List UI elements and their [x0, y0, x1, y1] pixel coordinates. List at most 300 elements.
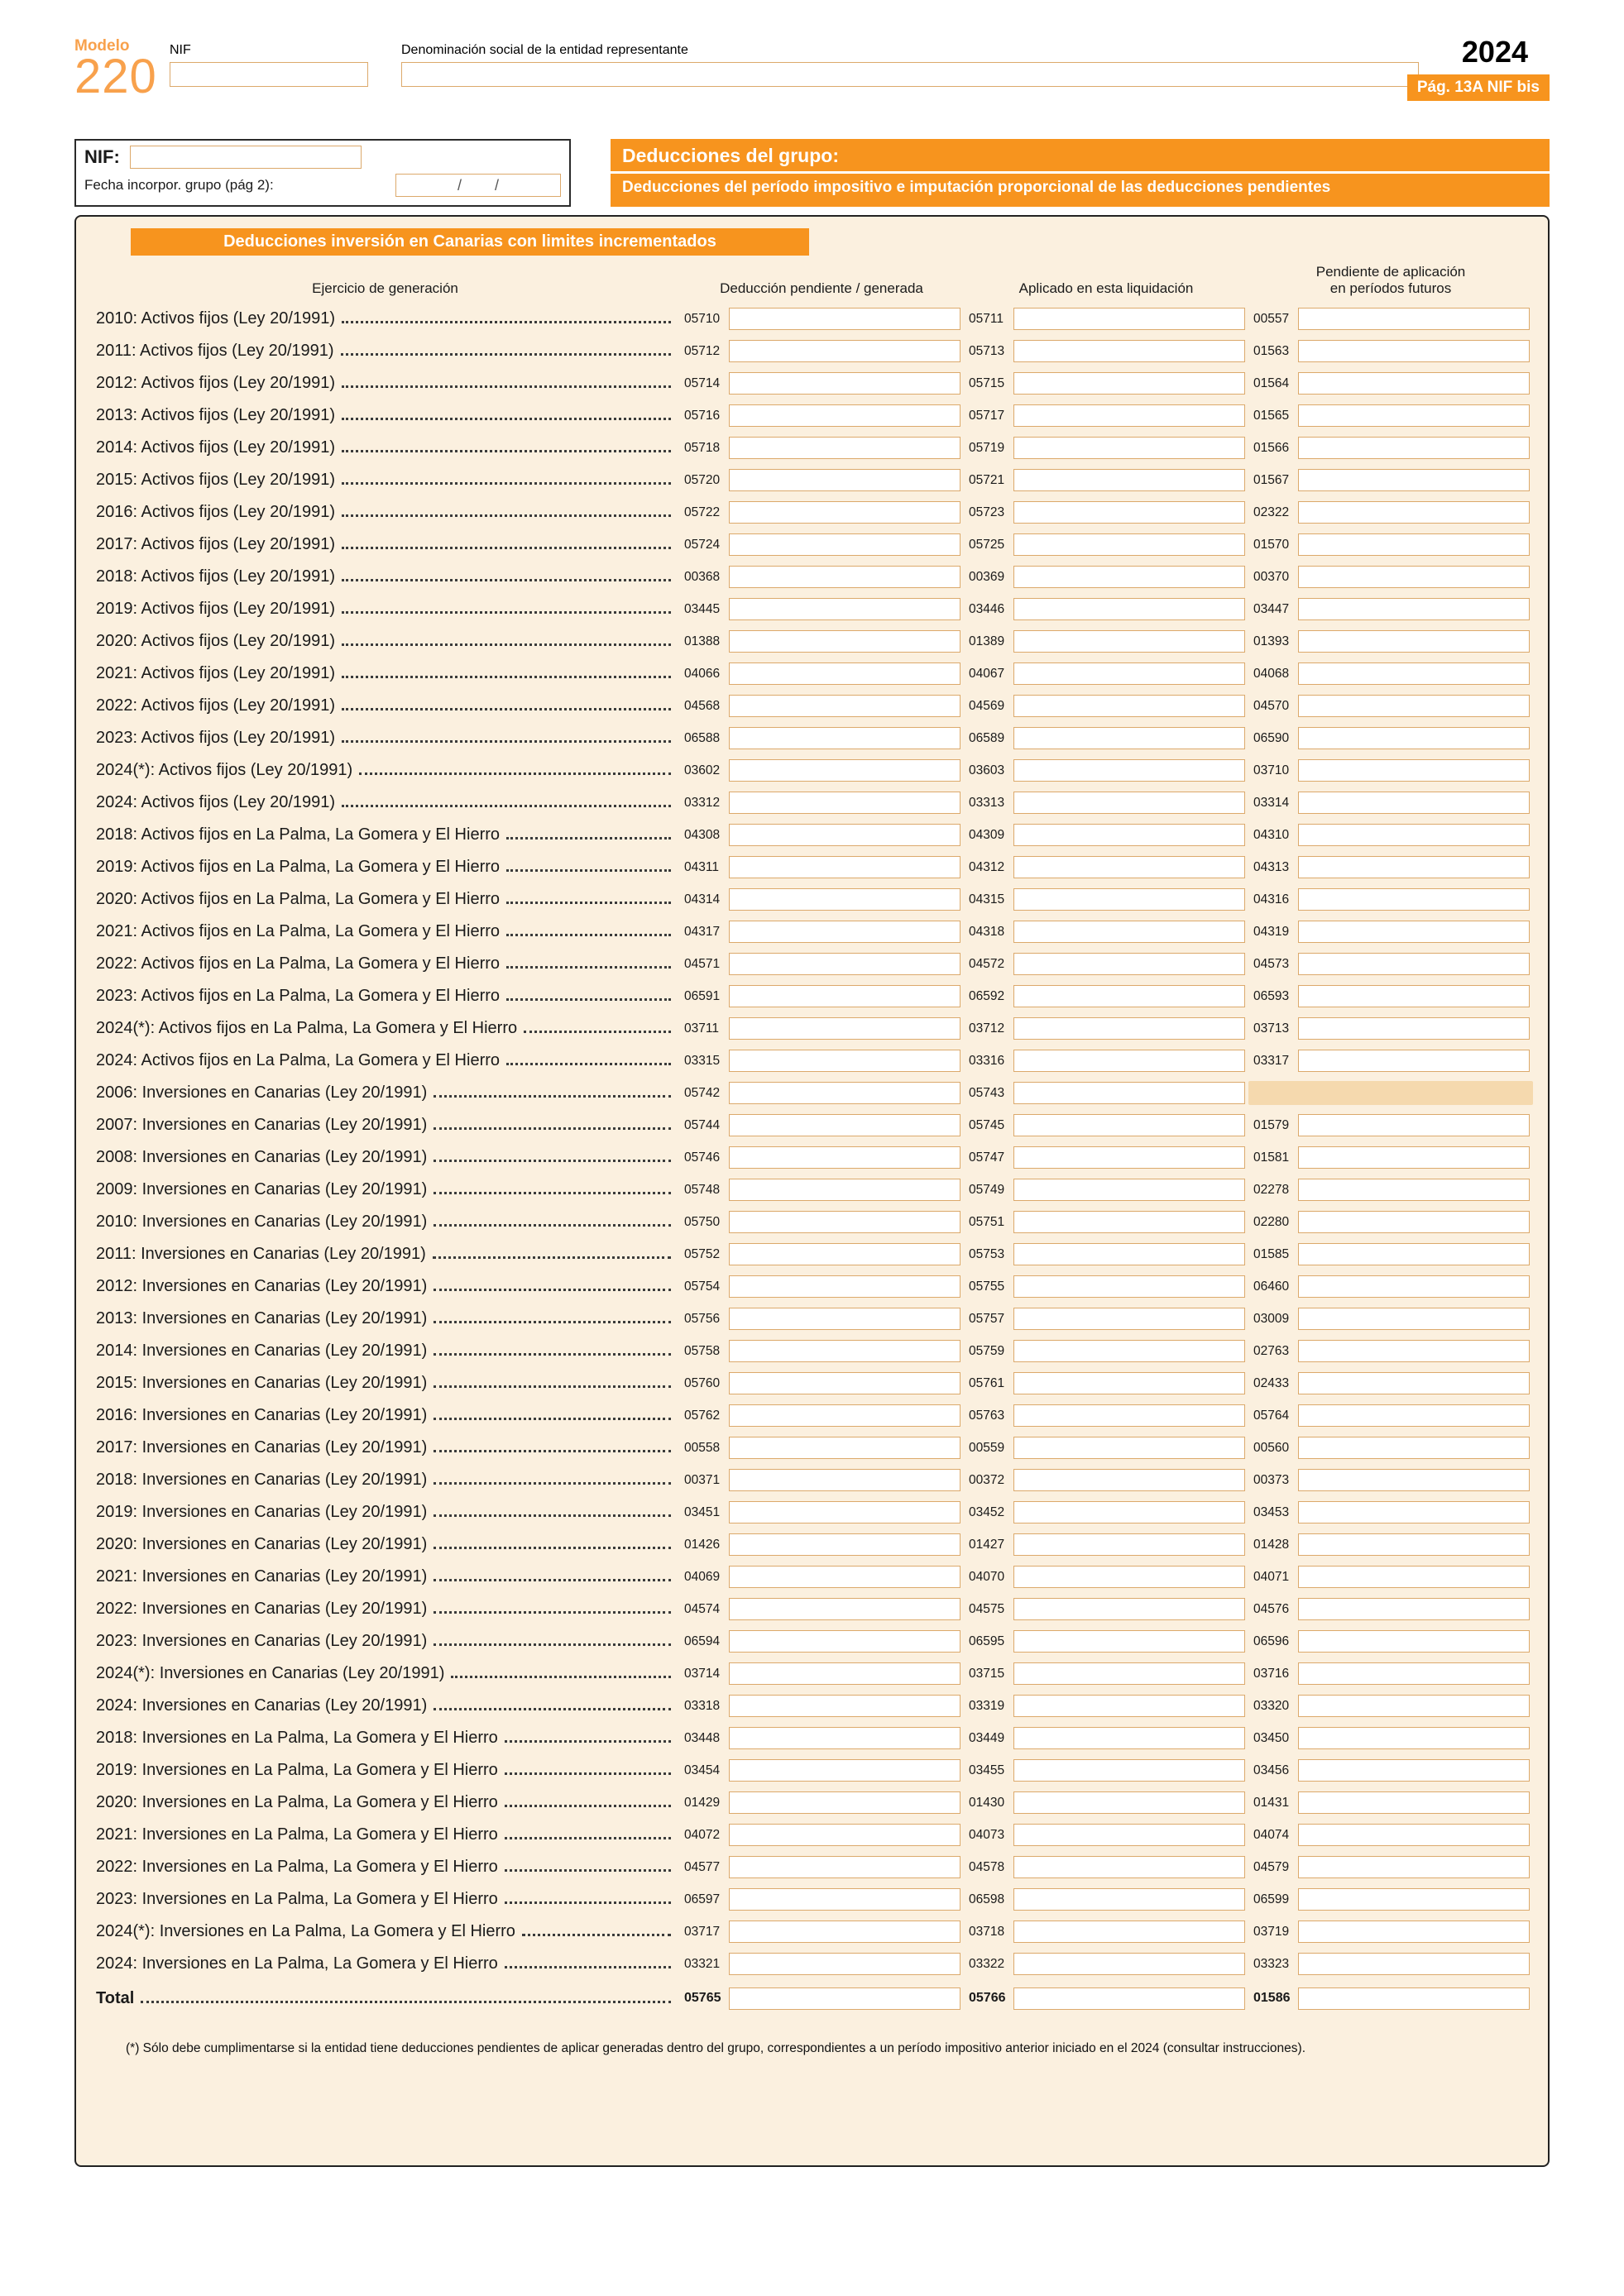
amount-input[interactable]	[729, 308, 961, 330]
row-label: 2018: Inversiones en La Palma, La Gomera y El Hierro	[96, 1729, 498, 1748]
amount-input[interactable]	[1013, 1501, 1245, 1523]
field-code: 06592	[969, 988, 1005, 1003]
row-label: 2020: Activos fijos en La Palma, La Gomera y El Hierro	[96, 890, 501, 909]
row-label: 2013: Activos fijos (Ley 20/1991)	[96, 406, 336, 425]
field-code: 05717	[969, 408, 1005, 423]
amount-input[interactable]	[729, 888, 961, 911]
dotted-leader	[341, 353, 671, 356]
amount-input[interactable]	[1298, 1275, 1530, 1298]
amount-cell-pending	[679, 1888, 964, 1911]
amount-input[interactable]	[729, 1727, 961, 1749]
field-code: 01563	[1253, 343, 1290, 358]
field-code: 03455	[969, 1763, 1005, 1777]
amount-input[interactable]	[1013, 1372, 1245, 1394]
row-label-cell	[91, 1954, 679, 1973]
table-row	[91, 1528, 1533, 1561]
amount-cell-future	[1248, 598, 1533, 620]
amount-input[interactable]	[729, 1759, 961, 1782]
amount-input[interactable]	[1013, 1727, 1245, 1749]
field-code: 04067	[969, 666, 1005, 681]
row-label-cell	[91, 1989, 679, 2008]
table-row	[91, 529, 1533, 561]
amount-input[interactable]	[1013, 1275, 1245, 1298]
amount-input[interactable]	[729, 1695, 961, 1717]
dotted-leader	[506, 998, 671, 1001]
row-label: 2019: Activos fijos en La Palma, La Gomera y El Hierro	[96, 858, 501, 877]
field-code: 05758	[684, 1343, 721, 1358]
amount-input[interactable]	[1013, 1146, 1245, 1169]
amount-input[interactable]	[729, 598, 961, 620]
amount-input[interactable]	[729, 1211, 961, 1233]
amount-input[interactable]	[729, 1856, 961, 1878]
row-label-cell	[91, 1793, 679, 1812]
amount-input[interactable]	[729, 1179, 961, 1201]
field-code: 03320	[1253, 1698, 1290, 1713]
dotted-leader	[505, 1772, 671, 1775]
amount-input[interactable]	[1298, 1017, 1530, 1040]
row-label: 2018: Activos fijos en La Palma, La Gomera y El Hierro	[96, 825, 501, 844]
amount-input[interactable]	[729, 1050, 961, 1072]
table-row	[91, 1496, 1533, 1528]
amount-input[interactable]	[1013, 856, 1245, 878]
amount-input[interactable]	[729, 1598, 961, 1620]
row-label-cell	[91, 1761, 679, 1780]
amount-input[interactable]	[1298, 921, 1530, 943]
amount-input[interactable]	[1013, 662, 1245, 685]
amount-input[interactable]	[729, 662, 961, 685]
field-code: 04576	[1253, 1601, 1290, 1616]
amount-input[interactable]	[1298, 598, 1530, 620]
amount-input[interactable]	[729, 1953, 961, 1975]
amount-cell-future	[1248, 1211, 1533, 1233]
amount-input[interactable]	[1298, 1501, 1530, 1523]
dotted-leader	[342, 611, 671, 614]
amount-input[interactable]	[1013, 372, 1245, 395]
amount-input[interactable]	[729, 1308, 961, 1330]
field-code: 05748	[684, 1182, 721, 1197]
amount-input[interactable]	[1013, 1211, 1245, 1233]
amount-input[interactable]	[729, 856, 961, 878]
row-label-cell	[91, 1632, 679, 1651]
amount-input[interactable]	[1013, 921, 1245, 943]
amount-input[interactable]	[1298, 1791, 1530, 1814]
amount-input[interactable]	[1298, 1824, 1530, 1846]
amount-input[interactable]	[729, 1662, 961, 1685]
row-label: 2017: Activos fijos (Ley 20/1991)	[96, 535, 336, 554]
amount-cell-pending	[679, 1372, 964, 1394]
field-code: 01586	[1253, 1991, 1291, 2006]
amount-input[interactable]	[1013, 1340, 1245, 1362]
field-code: 03448	[684, 1730, 721, 1745]
field-code: 03714	[684, 1666, 721, 1681]
amount-input[interactable]	[1298, 1953, 1530, 1975]
amount-cell-future	[1248, 501, 1533, 524]
table-row	[91, 432, 1533, 464]
row-label-cell	[91, 374, 679, 393]
amount-cell-future	[1248, 340, 1533, 362]
row-label-cell	[91, 793, 679, 812]
amount-input[interactable]	[1013, 308, 1245, 330]
amount-input[interactable]	[1013, 1662, 1245, 1685]
amount-input[interactable]	[729, 1437, 961, 1459]
amount-cell-pending	[679, 921, 964, 943]
amount-input[interactable]	[729, 404, 961, 427]
amount-input[interactable]	[1298, 695, 1530, 717]
amount-cell-pending	[679, 953, 964, 975]
amount-input[interactable]	[729, 1791, 961, 1814]
amount-input[interactable]	[1013, 501, 1245, 524]
amount-input[interactable]	[1013, 1856, 1245, 1878]
field-code: 03323	[1253, 1956, 1290, 1971]
amount-input[interactable]	[729, 824, 961, 846]
amount-input[interactable]	[1013, 566, 1245, 588]
amount-input[interactable]	[729, 1243, 961, 1265]
amount-input[interactable]	[1013, 792, 1245, 814]
amount-input[interactable]	[1298, 308, 1530, 330]
field-code: 04308	[684, 827, 721, 842]
amount-input[interactable]	[1298, 404, 1530, 427]
amount-input[interactable]	[729, 1888, 961, 1911]
amount-input[interactable]	[1013, 1824, 1245, 1846]
amount-cell-future	[1248, 1501, 1533, 1523]
amount-input[interactable]	[1013, 404, 1245, 427]
amount-input[interactable]	[1298, 856, 1530, 878]
amount-input[interactable]	[1013, 824, 1245, 846]
amount-input[interactable]	[729, 566, 961, 588]
amount-input[interactable]	[1298, 1372, 1530, 1394]
amount-input[interactable]	[1298, 1404, 1530, 1427]
amount-input[interactable]	[1013, 1759, 1245, 1782]
amount-input[interactable]	[1013, 533, 1245, 556]
amount-cell-pending	[679, 1598, 964, 1620]
amount-input[interactable]	[1298, 1598, 1530, 1620]
amount-cell-applied	[964, 662, 1248, 685]
field-code: 05725	[969, 537, 1005, 552]
row-label-cell	[91, 1116, 679, 1135]
amount-input[interactable]	[1013, 1404, 1245, 1427]
amount-input[interactable]	[1298, 759, 1530, 782]
amount-input[interactable]	[1298, 340, 1530, 362]
amount-input[interactable]	[1013, 598, 1245, 620]
amount-input[interactable]	[729, 953, 961, 975]
row-label: 2023: Inversiones en Canarias (Ley 20/1991)	[96, 1632, 428, 1651]
year-label: 2024	[1461, 35, 1528, 69]
field-code: 04579	[1253, 1859, 1290, 1874]
amount-cell-applied	[964, 1953, 1248, 1975]
amount-input[interactable]	[729, 985, 961, 1007]
amount-input[interactable]	[1298, 1695, 1530, 1717]
amount-cell-applied	[964, 501, 1248, 524]
amount-input[interactable]	[1013, 1437, 1245, 1459]
amount-input[interactable]	[1013, 888, 1245, 911]
field-code: 05763	[969, 1408, 1005, 1423]
fecha-input[interactable]	[395, 174, 561, 197]
col-header-future	[1248, 264, 1533, 296]
amount-input[interactable]	[1298, 727, 1530, 749]
amount-input[interactable]	[1298, 1759, 1530, 1782]
row-label-cell	[91, 858, 679, 877]
amount-input[interactable]	[1298, 888, 1530, 911]
amount-input[interactable]	[729, 372, 961, 395]
amount-input[interactable]	[1013, 1598, 1245, 1620]
table-row	[91, 1593, 1533, 1625]
field-code: 04066	[684, 666, 721, 681]
row-label: 2012: Inversiones en Canarias (Ley 20/1991)	[96, 1277, 428, 1296]
dotted-leader	[434, 1547, 671, 1549]
amount-cell-pending	[679, 598, 964, 620]
row-label: 2009: Inversiones en Canarias (Ley 20/1991)	[96, 1180, 428, 1199]
table-row	[91, 1335, 1533, 1367]
denominacion-input[interactable]	[401, 62, 1419, 87]
row-label-cell	[91, 729, 679, 748]
row-label: 2011: Activos fijos (Ley 20/1991)	[96, 342, 334, 361]
amount-input[interactable]	[1013, 1114, 1245, 1136]
amount-input[interactable]	[1298, 1211, 1530, 1233]
amount-input[interactable]	[729, 1824, 961, 1846]
amount-input[interactable]	[1013, 630, 1245, 653]
field-code: 03314	[1253, 795, 1290, 810]
amount-cell-pending	[679, 727, 964, 749]
amount-input[interactable]	[729, 1340, 961, 1362]
amount-input[interactable]	[729, 533, 961, 556]
row-label-cell	[91, 1600, 679, 1619]
amount-cell-pending	[679, 1308, 964, 1330]
nif-input[interactable]	[130, 146, 362, 169]
table-row	[91, 1980, 1533, 2016]
field-code: 05718	[684, 440, 721, 455]
amount-input[interactable]	[1298, 501, 1530, 524]
amount-input[interactable]	[729, 1146, 961, 1169]
amount-input[interactable]	[1298, 1987, 1530, 2010]
table-row	[91, 851, 1533, 883]
table-row	[91, 1077, 1533, 1109]
amount-input[interactable]	[729, 1017, 961, 1040]
field-code: 03315	[684, 1053, 721, 1068]
amount-input[interactable]	[729, 1372, 961, 1394]
amount-cell-applied	[964, 1211, 1248, 1233]
amount-cell-future	[1248, 759, 1533, 782]
amount-input[interactable]	[729, 1114, 961, 1136]
table-row	[91, 948, 1533, 980]
col-header-applied: Aplicado en esta liquidación	[1018, 280, 1194, 296]
amount-input[interactable]	[1298, 533, 1530, 556]
col-header-future-line2: en períodos futuros	[1329, 280, 1452, 296]
row-label: 2020: Inversiones en Canarias (Ley 20/1991)	[96, 1535, 428, 1554]
amount-input[interactable]	[1298, 372, 1530, 395]
amount-input[interactable]	[729, 1987, 961, 2010]
field-code: 05716	[684, 408, 721, 423]
dotted-leader	[506, 1063, 671, 1065]
field-code: 04318	[969, 924, 1005, 939]
amount-input[interactable]	[1013, 1050, 1245, 1072]
field-code: 01570	[1253, 537, 1290, 552]
amount-cell-applied	[964, 404, 1248, 427]
table-row	[91, 1657, 1533, 1690]
amount-input[interactable]	[1298, 1114, 1530, 1136]
amount-input[interactable]	[1298, 1146, 1530, 1169]
amount-input[interactable]	[1298, 953, 1530, 975]
amount-input[interactable]	[1298, 1727, 1530, 1749]
amount-input[interactable]	[1298, 662, 1530, 685]
table-row	[91, 1303, 1533, 1335]
amount-cell-future	[1248, 1243, 1533, 1265]
amount-input[interactable]	[1298, 1921, 1530, 1943]
amount-input[interactable]	[1013, 1533, 1245, 1556]
amount-cell-applied	[964, 1340, 1248, 1362]
amount-input[interactable]	[1298, 1308, 1530, 1330]
fecha-row	[84, 174, 561, 197]
amount-input[interactable]	[1298, 469, 1530, 491]
amount-input[interactable]	[1013, 1888, 1245, 1911]
amount-input[interactable]	[729, 501, 961, 524]
amount-input[interactable]	[729, 469, 961, 491]
amount-input[interactable]	[1298, 1856, 1530, 1878]
field-code: 01429	[684, 1795, 721, 1810]
amount-input[interactable]	[729, 1566, 961, 1588]
table-row	[91, 754, 1533, 787]
amount-input[interactable]	[1298, 630, 1530, 653]
amount-input[interactable]	[729, 1533, 961, 1556]
amount-input[interactable]	[729, 792, 961, 814]
amount-input[interactable]	[1298, 1888, 1530, 1911]
amount-input[interactable]	[1013, 469, 1245, 491]
amount-input[interactable]	[1013, 1243, 1245, 1265]
row-label: 2020: Inversiones en La Palma, La Gomera y El Hierro	[96, 1793, 498, 1812]
field-code: 04319	[1253, 924, 1290, 939]
amount-cell-applied	[964, 1404, 1248, 1427]
amount-cell-applied	[964, 1759, 1248, 1782]
amount-input[interactable]	[1298, 1662, 1530, 1685]
amount-input[interactable]	[729, 1501, 961, 1523]
amount-cell-pending	[679, 1856, 964, 1878]
amount-input[interactable]	[1013, 727, 1245, 749]
amount-input[interactable]	[729, 1469, 961, 1491]
field-code: 05764	[1253, 1408, 1290, 1423]
amount-input[interactable]	[1013, 1953, 1245, 1975]
amount-input[interactable]	[1298, 1050, 1530, 1072]
amount-input[interactable]	[1013, 759, 1245, 782]
amount-input[interactable]	[1013, 1179, 1245, 1201]
amount-input[interactable]	[1298, 1437, 1530, 1459]
dotted-leader	[434, 1192, 671, 1194]
amount-input[interactable]	[1298, 1243, 1530, 1265]
amount-input[interactable]	[1298, 985, 1530, 1007]
amount-input[interactable]	[1013, 1566, 1245, 1588]
field-code: 05715	[969, 375, 1005, 390]
amount-input[interactable]	[1013, 1082, 1245, 1104]
amount-cell-pending	[679, 308, 964, 330]
amount-input[interactable]	[729, 1082, 961, 1104]
amount-input[interactable]	[1013, 1987, 1245, 2010]
row-label-cell	[91, 1277, 679, 1296]
amount-input[interactable]	[1298, 1630, 1530, 1653]
amount-input[interactable]	[729, 1404, 961, 1427]
amount-input[interactable]	[729, 921, 961, 943]
amount-input[interactable]	[729, 437, 961, 459]
amount-input[interactable]	[729, 727, 961, 749]
amount-cell-pending	[679, 1050, 964, 1072]
amount-input[interactable]	[1013, 1791, 1245, 1814]
amount-input[interactable]	[729, 1921, 961, 1943]
amount-cell-pending	[679, 985, 964, 1007]
amount-input[interactable]	[1298, 1469, 1530, 1491]
nif-top-input[interactable]	[170, 62, 368, 87]
col-header-pending: Deducción pendiente / generada	[720, 280, 923, 296]
amount-input[interactable]	[1013, 1630, 1245, 1653]
amount-input[interactable]	[729, 340, 961, 362]
deductions-panel	[74, 215, 1550, 2167]
field-code: 04069	[684, 1569, 721, 1584]
amount-input[interactable]	[729, 1630, 961, 1653]
row-label-cell	[91, 1374, 679, 1393]
amount-input[interactable]	[729, 1275, 961, 1298]
amount-input[interactable]	[729, 630, 961, 653]
amount-input[interactable]	[1298, 792, 1530, 814]
field-code: 05742	[684, 1085, 721, 1100]
amount-input[interactable]	[1013, 1308, 1245, 1330]
amount-cell-applied	[964, 759, 1248, 782]
dotted-leader	[506, 869, 671, 872]
amount-cell-future	[1248, 1437, 1533, 1459]
field-code: 05721	[969, 472, 1005, 487]
field-code: 03313	[969, 795, 1005, 810]
amount-input[interactable]	[729, 695, 961, 717]
amount-input[interactable]	[1013, 953, 1245, 975]
amount-input[interactable]	[1013, 1695, 1245, 1717]
field-code: 03312	[684, 795, 721, 810]
amount-input[interactable]	[729, 759, 961, 782]
field-code: 00368	[684, 569, 721, 584]
row-label: 2023: Activos fijos (Ley 20/1991)	[96, 729, 336, 748]
row-label: 2010: Inversiones en Canarias (Ley 20/1991)	[96, 1213, 428, 1232]
amount-input[interactable]	[1298, 566, 1530, 588]
amount-input[interactable]	[1013, 340, 1245, 362]
row-label-cell	[91, 406, 679, 425]
amount-input[interactable]	[1013, 985, 1245, 1007]
dotted-leader	[359, 773, 671, 775]
amount-cell-applied	[964, 824, 1248, 846]
amount-input[interactable]	[1298, 1179, 1530, 1201]
group-info-box	[74, 139, 571, 207]
field-code: 05751	[969, 1214, 1005, 1229]
amount-input[interactable]	[1013, 695, 1245, 717]
row-label-cell	[91, 1567, 679, 1586]
amount-input[interactable]	[1298, 824, 1530, 846]
row-label-cell	[91, 600, 679, 619]
field-code: 06460	[1253, 1279, 1290, 1294]
table-row	[91, 464, 1533, 496]
amount-cell-pending	[679, 1211, 964, 1233]
row-label-cell	[91, 1406, 679, 1425]
amount-input[interactable]	[1013, 1017, 1245, 1040]
amount-input[interactable]	[1013, 437, 1245, 459]
amount-cell-applied	[964, 1888, 1248, 1911]
amount-input[interactable]	[1298, 437, 1530, 459]
field-code: 06599	[1253, 1892, 1290, 1906]
amount-input[interactable]	[1013, 1921, 1245, 1943]
amount-input[interactable]	[1298, 1566, 1530, 1588]
amount-input[interactable]	[1013, 1469, 1245, 1491]
row-label-cell	[91, 1180, 679, 1199]
amount-cell-blocked	[1248, 1081, 1533, 1105]
field-code: 03712	[969, 1021, 1005, 1036]
amount-input[interactable]	[1298, 1533, 1530, 1556]
amount-cell-applied	[964, 1566, 1248, 1588]
dotted-leader	[342, 418, 671, 420]
table-row	[91, 1109, 1533, 1141]
field-code: 01426	[684, 1537, 721, 1552]
amount-input[interactable]	[1298, 1340, 1530, 1362]
